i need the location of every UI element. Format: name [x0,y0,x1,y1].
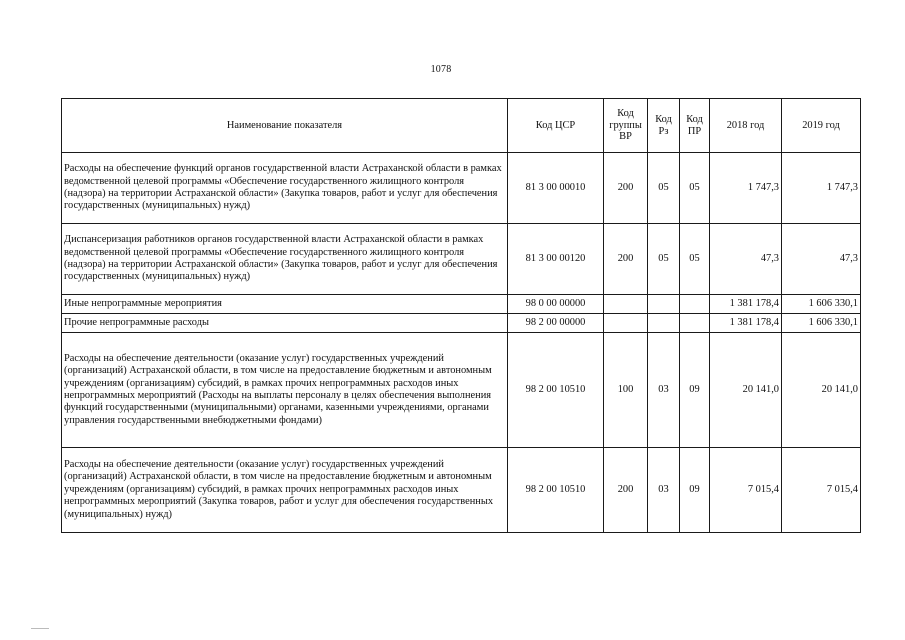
cell-name: Прочие непрограммные расходы [62,314,508,333]
cell-rz: 03 [648,448,680,533]
table-row [62,295,861,314]
header-rz: Код Рз [648,99,680,153]
page-number: 1078 [430,64,452,75]
cell-2018: 1 381 178,4 [710,295,782,314]
cell-2019: 1 606 330,1 [782,295,861,314]
cell-csr: 98 2 00 00000 [508,314,604,333]
header-2018: 2018 год [710,99,782,153]
cell-pr: 09 [680,333,710,448]
cell-2018: 47,3 [710,224,782,295]
cell-pr: 05 [680,153,710,224]
cell-2018: 20 141,0 [710,333,782,448]
cell-2018: 7 015,4 [710,448,782,533]
cell-2018: 1 381 178,4 [710,314,782,333]
cell-vr: 100 [604,333,648,448]
cell-name: Диспансеризация работников органов государственной власти Астраханской области в рамках ведомственной целевой программы «Обеспечение государственного жилищного контроля (надзора) на территории Астраханской области» (Закупка товаров, работ и услуг для обеспечения государственных (муниципальных) нужд) [62,224,508,295]
cell-name: Иные непрограммные мероприятия [62,295,508,314]
cell-name: Расходы на обеспечение функций органов государственной власти Астраханской области в рамках ведомственной целевой программы «Обеспечение государственного жилищного контроля (надзора) на территории Астраханской области» (Закупка товаров, работ и услуг для обеспечения государственных (муниципальных) нужд) [62,153,508,224]
cell-pr [680,295,710,314]
cell-vr: 200 [604,224,648,295]
cell-2019: 47,3 [782,224,861,295]
cell-csr: 81 3 00 00120 [508,224,604,295]
cell-rz: 05 [648,153,680,224]
budget-table [61,98,861,533]
cell-2019: 7 015,4 [782,448,861,533]
cell-name: Расходы на обеспечение деятельности (оказание услуг) государственных учреждений (организаций) Астраханской области, в том числе на предоставление бюджетным и автономным учреждениям (организациям) субсидий, в рамках прочих непрограммных расходов иных непрограммных мероприятий (Расходы на выплаты персоналу в целях обеспечения выполнения функций государственными (муниципальными) органами, казенными учреждениями, органами управления государственными внебюджетными фондами) [62,333,508,448]
cell-name: Расходы на обеспечение деятельности (оказание услуг) государственных учреждений (организаций) Астраханской области, в том числе на предоставление бюджетным и автономным учреждениям (организациям) субсидий, в рамках прочих непрограммных расходов иных непрограммных мероприятий (Закупка товаров, работ и услуг для обеспечения государственных (муниципальных) нужд) [62,448,508,533]
cell-vr: 200 [604,153,648,224]
cell-csr: 98 0 00 00000 [508,295,604,314]
header-2019: 2019 год [782,99,861,153]
cell-pr: 05 [680,224,710,295]
cell-vr [604,314,648,333]
table-row [62,314,861,333]
cell-2018: 1 747,3 [710,153,782,224]
cell-csr: 98 2 00 10510 [508,448,604,533]
cell-pr: 09 [680,448,710,533]
table-row [62,448,861,533]
header-name: Наименование показателя [62,99,508,153]
cell-2019: 1 747,3 [782,153,861,224]
table-header-row [62,99,861,153]
scan-artifact [31,628,49,629]
cell-rz [648,314,680,333]
cell-vr [604,295,648,314]
cell-pr [680,314,710,333]
header-pr: Код ПР [680,99,710,153]
table-row [62,333,861,448]
header-csr: Код ЦСР [508,99,604,153]
cell-2019: 20 141,0 [782,333,861,448]
header-vr: Код группы ВР [604,99,648,153]
cell-csr: 98 2 00 10510 [508,333,604,448]
cell-csr: 81 3 00 00010 [508,153,604,224]
cell-rz: 05 [648,224,680,295]
cell-vr: 200 [604,448,648,533]
table-row [62,153,861,224]
cell-rz: 03 [648,333,680,448]
cell-2019: 1 606 330,1 [782,314,861,333]
table-row [62,224,861,295]
cell-rz [648,295,680,314]
